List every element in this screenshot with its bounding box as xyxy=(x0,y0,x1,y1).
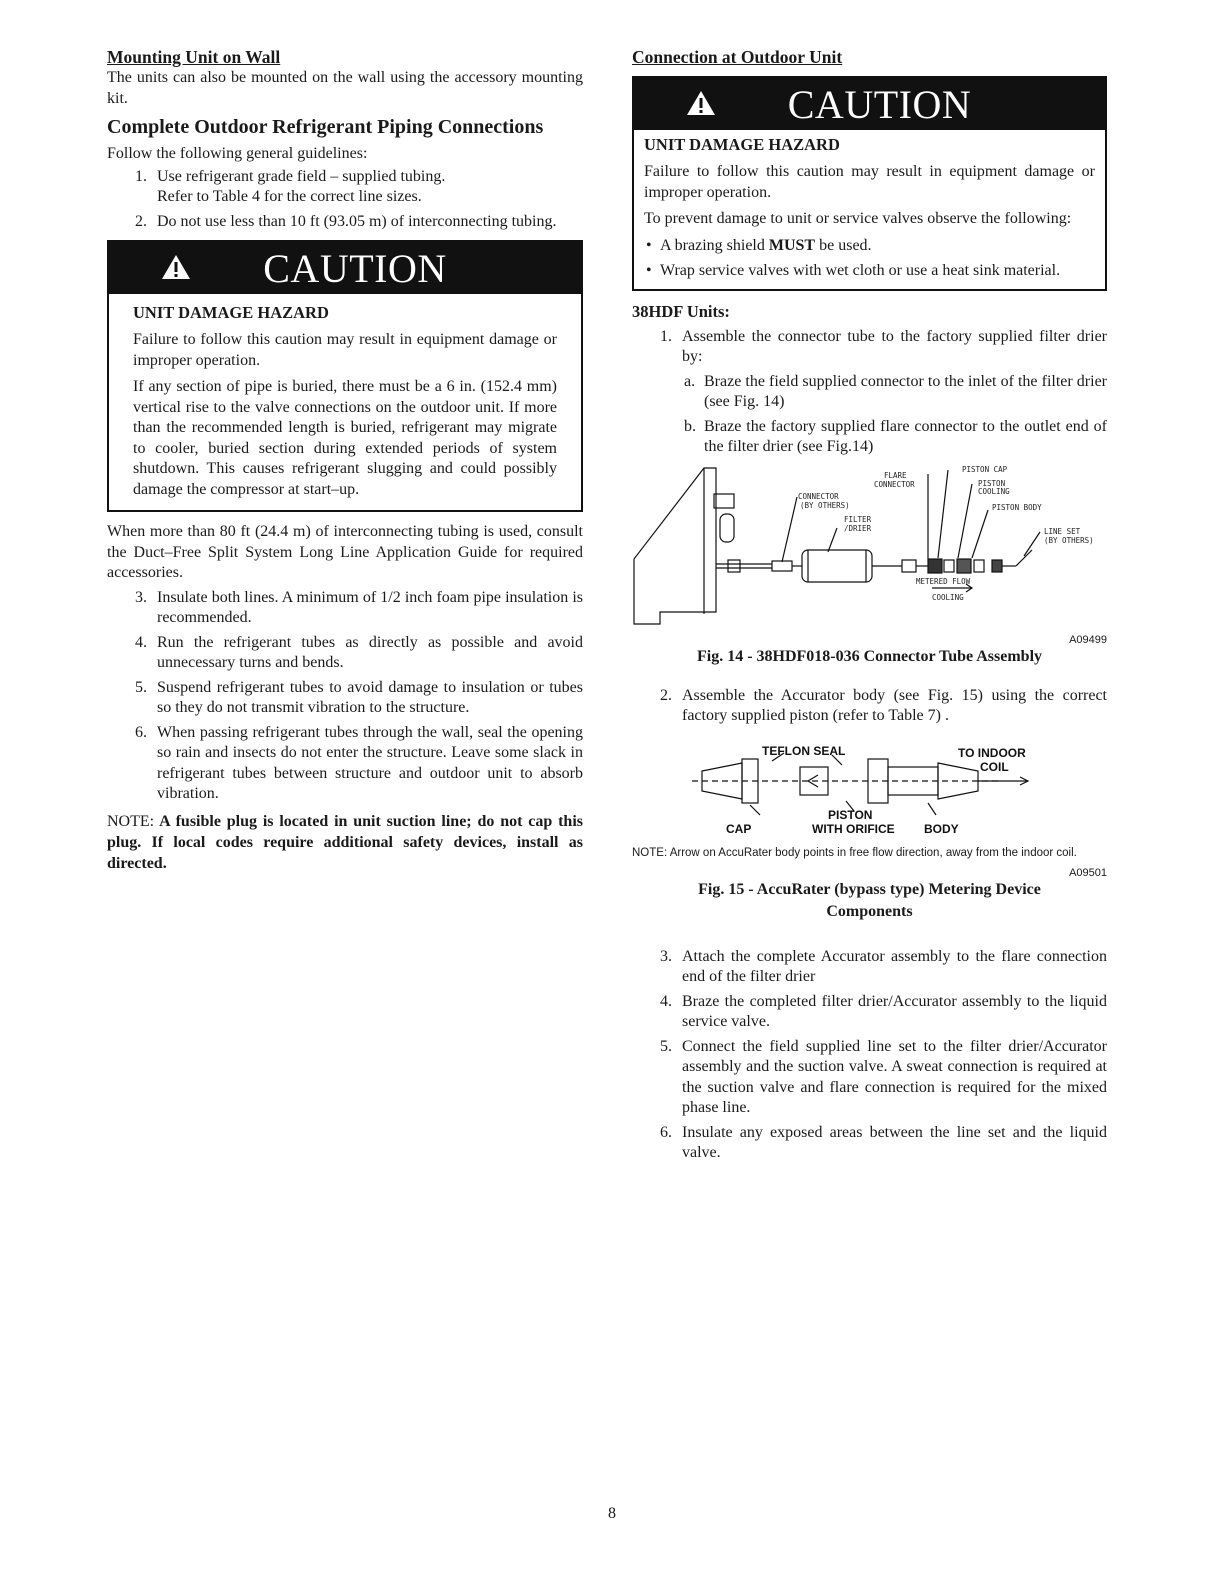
mounting-text: The units can also be mounted on the wall using the accessory mounting kit. xyxy=(107,69,583,107)
item-number: 5. xyxy=(660,1037,672,1055)
item-text: Assemble the connector tube to the factory supplied filter drier by: xyxy=(682,327,1107,365)
list-item xyxy=(632,992,1107,1033)
item-number: 3. xyxy=(135,588,147,606)
label-piston: PISTON xyxy=(828,807,873,822)
item-letter: b. xyxy=(684,417,696,435)
note-label: NOTE: xyxy=(107,812,155,830)
label-body: BODY xyxy=(924,821,959,836)
figure-note: NOTE: Arrow on AccuRater body points in free flow direction, away from the indoor coil. xyxy=(632,846,1077,859)
figure-caption: Fig. 14 - 38HDF018-036 Connector Tube Assembly xyxy=(696,647,1043,665)
connector-tube-diagram xyxy=(632,464,1107,629)
label-filter-drier: /DRIER xyxy=(844,523,872,533)
item-number: 2. xyxy=(135,212,147,230)
label-coil: COIL xyxy=(980,759,1009,774)
figure-id: A09499 xyxy=(1069,633,1107,646)
item-text: Assemble the Accurator body (see Fig. 15) using the correct factory supplied piston (refer to Table 7) . xyxy=(682,686,1107,724)
figure-id: A09501 xyxy=(1069,866,1107,879)
label-piston: COOLING xyxy=(978,486,1010,496)
caution-text: If any section of pipe is buried, there must be a 6 in. (152.4 mm) vertical rise to the valve connections on the outdoor unit. If more than the recommended length is buried, refrigerant may migrate to cooler, buried section during extended periods of system shutdown. This causes refrigerant slugging and could possibly damage the compressor at start–up. xyxy=(133,378,557,498)
hazard-title: UNIT DAMAGE HAZARD xyxy=(133,303,329,322)
list-item xyxy=(632,372,1107,413)
list-item xyxy=(632,947,1107,988)
label-filter-drier: FILTER xyxy=(844,514,872,524)
item-number: 6. xyxy=(135,723,147,741)
list-item xyxy=(107,167,583,188)
item-number: 3. xyxy=(660,947,672,965)
caution-box xyxy=(632,76,1107,291)
list-item xyxy=(107,212,583,233)
label-piston-cap: PISTON CAP xyxy=(962,464,1008,474)
list-item xyxy=(632,1037,1107,1119)
caution-label: CAUTION xyxy=(787,81,972,127)
item-text: Suspend refrigerant tubes to avoid damage to insulation or tubes so they do not transmit vibration to the structure. xyxy=(157,678,583,716)
caution-text: Failure to follow this caution may result in equipment damage or improper operation. xyxy=(644,163,1095,201)
item-text: Insulate both lines. A minimum of 1/2 inch foam pipe insulation is recommended. xyxy=(157,588,583,626)
caution-label: CAUTION xyxy=(263,245,447,291)
bullet-item: • Wrap service valves with wet cloth or use a heat sink material. xyxy=(644,261,1095,282)
right-column xyxy=(632,46,1107,1164)
item-text: Braze the completed filter drier/Accurator assembly to the liquid service valve. xyxy=(682,992,1107,1030)
item-text: Attach the complete Accurator assembly to the flare connection end of the filter drier xyxy=(682,947,1107,985)
label-cooling: COOLING xyxy=(932,592,964,602)
figure-14 xyxy=(632,464,1107,668)
item-number: 1. xyxy=(660,327,672,345)
list-item xyxy=(107,678,583,719)
item-letter: a. xyxy=(684,372,696,390)
list-item xyxy=(107,187,583,208)
item-text: Refer to Table 4 for the correct line sizes. xyxy=(157,188,422,205)
warning-icon xyxy=(161,254,191,280)
left-column xyxy=(107,46,583,874)
label-connector: (BY OTHERS) xyxy=(800,500,850,510)
list-item xyxy=(632,417,1107,458)
note-text: A fusible plug is located in unit suction line; do not cap this plug. If local codes require additional safety devices, install as directed. xyxy=(107,812,584,872)
item-text: Do not use less than 10 ft (93.05 m) of interconnecting tubing. xyxy=(157,212,557,230)
list-item xyxy=(107,723,583,805)
item-text: Connect the field supplied line set to the filter drier/Accurator assembly and the suction valve. A sweat connection is required at the suction valve and flare connection is required for the mixed phase line. xyxy=(682,1037,1107,1116)
label-cap: CAP xyxy=(726,821,752,836)
page-number: 8 xyxy=(608,1505,616,1522)
item-number: 4. xyxy=(135,633,147,651)
caution-box xyxy=(107,240,583,512)
hazard-title: UNIT DAMAGE HAZARD xyxy=(644,135,840,154)
list-item xyxy=(632,327,1107,368)
caution-banner xyxy=(109,242,581,294)
figure-caption: Fig. 15 - AccuRater (bypass type) Metering Device xyxy=(698,880,1041,898)
item-text: Braze the factory supplied flare connector to the outlet end of the filter drier (see Fig.14) xyxy=(704,417,1107,455)
caution-text: To prevent damage to unit or service valves observe the following: xyxy=(644,210,1072,227)
label-to-indoor: TO INDOOR xyxy=(958,745,1026,760)
label-flare-connector: CONNECTOR xyxy=(874,479,915,489)
accurater-diagram xyxy=(632,741,1107,841)
label-line-set: (BY OTHERS) xyxy=(1044,535,1094,545)
item-number: 1. xyxy=(135,167,147,185)
figure-15 xyxy=(632,741,1107,923)
label-flare-connector: FLARE xyxy=(884,470,907,480)
item-text: Braze the field supplied connector to the inlet of the filter drier (see Fig. 14) xyxy=(704,372,1107,410)
label-connector: CONNECTOR xyxy=(798,491,839,501)
label-teflon-seal: TEFLON SEAL xyxy=(762,743,846,758)
piping-heading: Complete Outdoor Refrigerant Piping Connections xyxy=(107,116,544,138)
bullet-item: • A brazing shield MUST be used. xyxy=(644,236,1095,257)
mounting-heading: Mounting Unit on Wall xyxy=(107,47,281,67)
list-item xyxy=(632,1123,1107,1164)
label-with-orifice: WITH ORIFICE xyxy=(812,821,895,836)
item-number: 2. xyxy=(660,686,672,704)
caution-text: Failure to follow this caution may result in equipment damage or improper operation. xyxy=(133,331,557,369)
figure-caption: Components xyxy=(826,902,913,920)
guidelines-intro: Follow the following general guidelines: xyxy=(107,145,368,162)
connection-heading: Connection at Outdoor Unit xyxy=(632,47,843,67)
note xyxy=(107,811,583,874)
label-metered-flow: METERED FLOW xyxy=(916,576,971,586)
long-line-text: When more than 80 ft (24.4 m) of interconnecting tubing is used, consult the Duct–Free Split System Long Line Application Guide for required accessories. xyxy=(107,523,583,581)
list-item xyxy=(107,633,583,674)
list-item xyxy=(107,588,583,629)
label-piston-body: PISTON BODY xyxy=(992,502,1042,512)
units-heading: 38HDF Units: xyxy=(632,301,730,321)
item-text: When passing refrigerant tubes through the wall, seal the opening so rain and insects do not enter the structure. Leave some slack in refrigerant tubes between structure and outdoor unit to absorb vibration. xyxy=(157,723,583,802)
item-number: 5. xyxy=(135,678,147,696)
warning-icon xyxy=(686,90,716,116)
label-piston: PISTON xyxy=(978,478,1006,488)
item-number: 6. xyxy=(660,1123,672,1141)
item-text: Insulate any exposed areas between the line set and the liquid valve. xyxy=(682,1123,1107,1161)
list-item xyxy=(632,686,1107,727)
caution-banner xyxy=(634,78,1105,130)
item-text: Use refrigerant grade field – supplied tubing. xyxy=(157,167,446,185)
item-text: Run the refrigerant tubes as directly as possible and avoid unnecessary turns and bends. xyxy=(157,633,583,671)
label-line-set: LINE SET xyxy=(1044,526,1081,536)
item-number: 4. xyxy=(660,992,672,1010)
